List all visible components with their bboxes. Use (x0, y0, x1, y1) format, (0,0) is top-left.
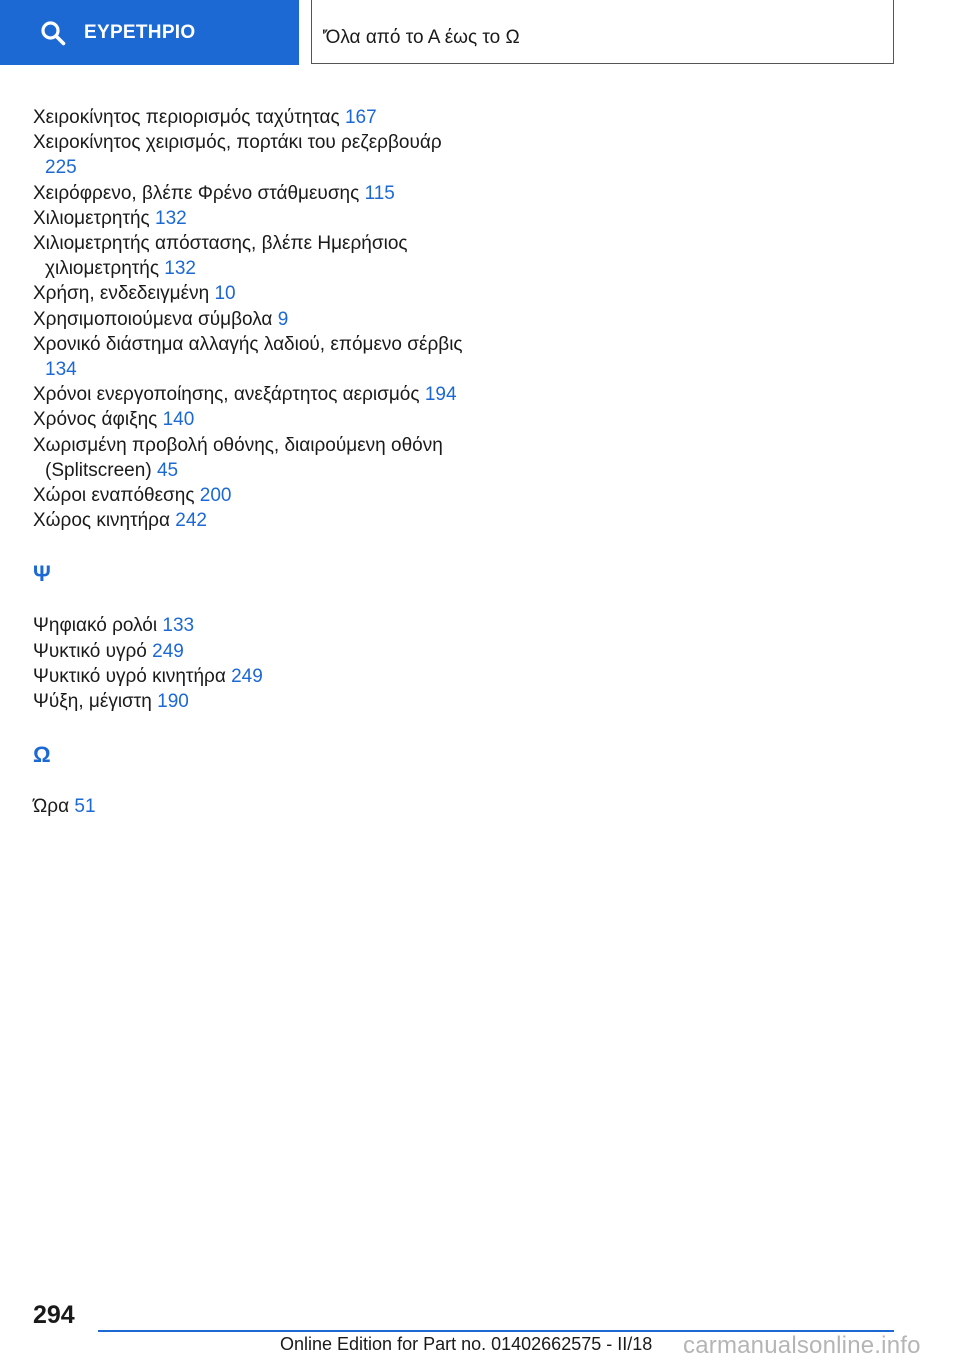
index-entry-text: Χειροκίνητος περιορισμός ταχύτητας (33, 107, 340, 128)
index-entry-page-link[interactable]: 51 (74, 796, 96, 818)
index-letter-heading: Ψ (33, 561, 51, 587)
footer-edition: Online Edition for Part no. 01402662575 - II/18 (280, 1334, 653, 1354)
index-entry-page-link[interactable]: 200 (199, 485, 232, 507)
index-tab[interactable] (0, 0, 299, 65)
index-entry (33, 433, 463, 483)
index-entry-text: Χιλιομετρητής (33, 207, 150, 229)
index-entry (33, 206, 463, 231)
index-entry (33, 407, 463, 432)
index-entry-page-link[interactable]: 225 (45, 157, 77, 179)
index-entry (33, 105, 463, 130)
index-tab-label: ΕΥΡΕΤΗΡΙΟ (84, 21, 196, 43)
index-entry-page-link[interactable]: 10 (214, 283, 236, 305)
index-entry (33, 664, 463, 689)
page-number: 294 (33, 1301, 75, 1329)
index-entry-page-link[interactable]: 242 (175, 510, 207, 532)
index-entry-text: Χωρισμένη προβολή οθόνης, διαιρούμενη οθόνη (Splitscreen) (33, 434, 443, 481)
section-header (311, 0, 894, 64)
section-title: 'Όλα από το Α έως το Ω (322, 26, 520, 48)
index-entry-page-link[interactable]: 132 (164, 258, 196, 280)
index-entry-page-link[interactable]: 132 (155, 207, 187, 229)
index-entry-page-link[interactable]: 45 (156, 459, 179, 481)
index-entry-page-link[interactable]: 134 (45, 359, 77, 381)
index-entry-text: Ψηφιακό ρολόι (33, 615, 158, 637)
index-entry (33, 483, 463, 508)
index-entry-page-link[interactable]: 190 (157, 691, 189, 713)
index-entry (33, 130, 463, 180)
index-entry (33, 639, 463, 664)
index-entry-text: Χώρος κινητήρα (33, 510, 170, 532)
index-entry-page-link[interactable]: 167 (344, 107, 377, 128)
index-entry (33, 382, 463, 407)
index-entry-text: Ώρα (33, 796, 70, 818)
index-entry (33, 281, 463, 306)
index-entry-text: Χρησιμοποιούμενα σύμβολα (33, 308, 273, 330)
index-entry (33, 332, 463, 382)
index-letter-heading: Ω (33, 742, 51, 768)
index-entry (33, 181, 463, 206)
index-entry-text: Χώροι εναπόθεσης (33, 485, 195, 507)
index-entry (33, 613, 463, 638)
index-entry-page-link[interactable]: 249 (152, 640, 184, 662)
index-entry-text: Ψύξη, μέγιστη (33, 691, 152, 713)
index-entry-text: Χρονικό διάστημα αλλαγής λαδιού, επόμενο σέρβις (33, 333, 463, 355)
index-entry-text: Χρόνοι ενεργοποίησης, ανεξάρτητος αερισμός (33, 384, 420, 406)
index-entry-text: Ψυκτικό υγρό κινητήρα (33, 665, 226, 687)
index-entry (33, 508, 463, 533)
index-entry-text: Χιλιομετρητής απόστασης, βλέπε Ημερήσιος χιλιομετρητής (33, 233, 408, 280)
index-entry-text: Χρόνος άφιξης (33, 409, 158, 431)
index-entry-page-link[interactable]: 249 (231, 665, 263, 687)
index-entry-text: Χειρόφρενο, βλέπε Φρένο στάθμευσης (33, 182, 360, 204)
index-entry-text: Χειροκίνητος χειρισμός, πορτάκι του ρεζερβουάρ (33, 132, 442, 154)
index-entry-page-link[interactable]: 133 (162, 615, 195, 637)
index-entry-page-link[interactable]: 115 (364, 182, 395, 204)
watermark: carmanualsonline.info (683, 1332, 921, 1359)
index-list (33, 105, 463, 819)
index-entry-text: Ψυκτικό υγρό (33, 640, 147, 662)
index-entry (33, 231, 463, 281)
search-icon (40, 20, 66, 46)
index-entry-text: Χρήση, ενδεδειγμένη (33, 283, 210, 305)
index-entry (33, 307, 463, 332)
index-entry-page-link[interactable]: 194 (424, 384, 457, 406)
index-entry-page-link[interactable]: 9 (277, 308, 289, 330)
index-entry-page-link[interactable]: 140 (162, 409, 195, 431)
index-entry (33, 689, 463, 714)
index-entry (33, 794, 463, 819)
